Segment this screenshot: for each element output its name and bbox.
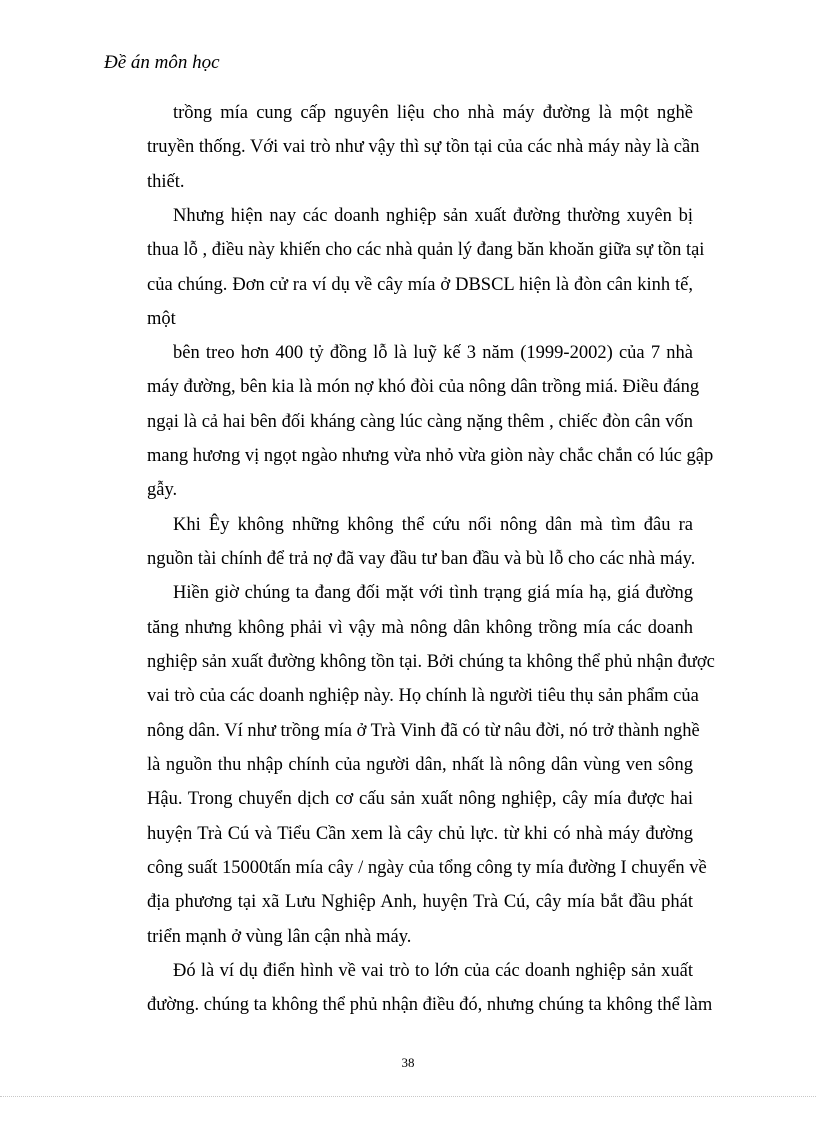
text-line: huyện Trà Cú và Tiểu Cần xem là cây chủ lực. từ khi có nhà máy đường bbox=[147, 824, 693, 844]
text-line: thiết. bbox=[147, 172, 185, 192]
text-line: trồng mía cung cấp nguyên liệu cho nhà máy đường là một nghề bbox=[173, 103, 693, 123]
text-line: của chúng. Đơn cử ra ví dụ về cây mía ở DBSCL hiện là đòn cân kinh tế, bbox=[147, 275, 693, 295]
text-line: gẫy. bbox=[147, 480, 178, 500]
text-line: đường. chúng ta không thể phủ nhận điều đó, nhưng chúng ta không thể làm bbox=[147, 995, 713, 1015]
text-line: tăng nhưng không phải vì vậy mà nông dân không trồng mía các doanh bbox=[147, 618, 693, 638]
text-line: thua lỗ , điều này khiến cho các nhà quản lý đang băn khoăn giữa sự tồn tại bbox=[147, 240, 705, 260]
document-header: Đề án môn học bbox=[104, 52, 220, 73]
text-line: máy đường, bên kia là món nợ khó đòi của nông dân trồng miá. Điều đáng bbox=[147, 377, 700, 397]
text-line: triển mạnh ở vùng lân cận nhà máy. bbox=[147, 927, 412, 947]
text-line: mang hương vị ngọt ngào nhưng vừa nhỏ vừa giòn này chắc chắn có lúc gập bbox=[147, 446, 714, 466]
text-line: Khi Êy không những không thể cứu nổi nông dân mà tìm đâu ra bbox=[173, 515, 693, 535]
text-line: bên treo hơn 400 tỷ đồng lỗ là luỹ kế 3 năm (1999-2002) của 7 nhà bbox=[173, 343, 693, 363]
text-line: nông dân. Ví như trồng mía ở Trà Vinh đã có từ nâu đời, nó trở thành nghề bbox=[147, 721, 700, 741]
text-line: Hậu. Trong chuyển dịch cơ cấu sản xuất nông nghiệp, cây mía được hai bbox=[147, 789, 693, 809]
text-line: Hiền giờ chúng ta đang đối mặt với tình trạng giá mía hạ, giá đường bbox=[173, 583, 693, 603]
text-line: truyền thống. Với vai trò như vậy thì sự tồn tại của các nhà máy này là cần bbox=[147, 137, 700, 157]
text-line: Nhưng hiện nay các doanh nghiệp sản xuất đường thường xuyên bị bbox=[173, 206, 693, 226]
text-line: vai trò của các doanh nghiệp này. Họ chính là người tiêu thụ sản phẩm của bbox=[147, 686, 699, 706]
text-line: một bbox=[147, 309, 176, 329]
page-number: 38 bbox=[401, 1055, 415, 1070]
text-line: Đó là ví dụ điển hình về vai trò to lớn của các doanh nghiệp sản xuất bbox=[173, 961, 693, 981]
text-line: địa phương tại xã Lưu Nghiệp Anh, huyện Trà Cú, cây mía bắt đầu phát bbox=[147, 892, 693, 912]
text-line: nghiệp sản xuất đường không tồn tại. Bởi chúng ta không thể phủ nhận được bbox=[147, 652, 715, 672]
footer-divider bbox=[0, 1096, 816, 1097]
text-line: công suất 15000tấn mía cây / ngày của tổng công ty mía đường I chuyển về bbox=[147, 858, 707, 878]
text-line: là nguồn thu nhập chính của người dân, nhất là nông dân vùng ven sông bbox=[147, 755, 693, 775]
text-line: nguồn tài chính để trả nợ đã vay đầu tư ban đầu và bù lỗ cho các nhà máy. bbox=[147, 549, 696, 569]
text-line: ngại là cả hai bên đối kháng càng lúc càng nặng thêm , chiếc đòn cân vốn bbox=[147, 412, 693, 432]
